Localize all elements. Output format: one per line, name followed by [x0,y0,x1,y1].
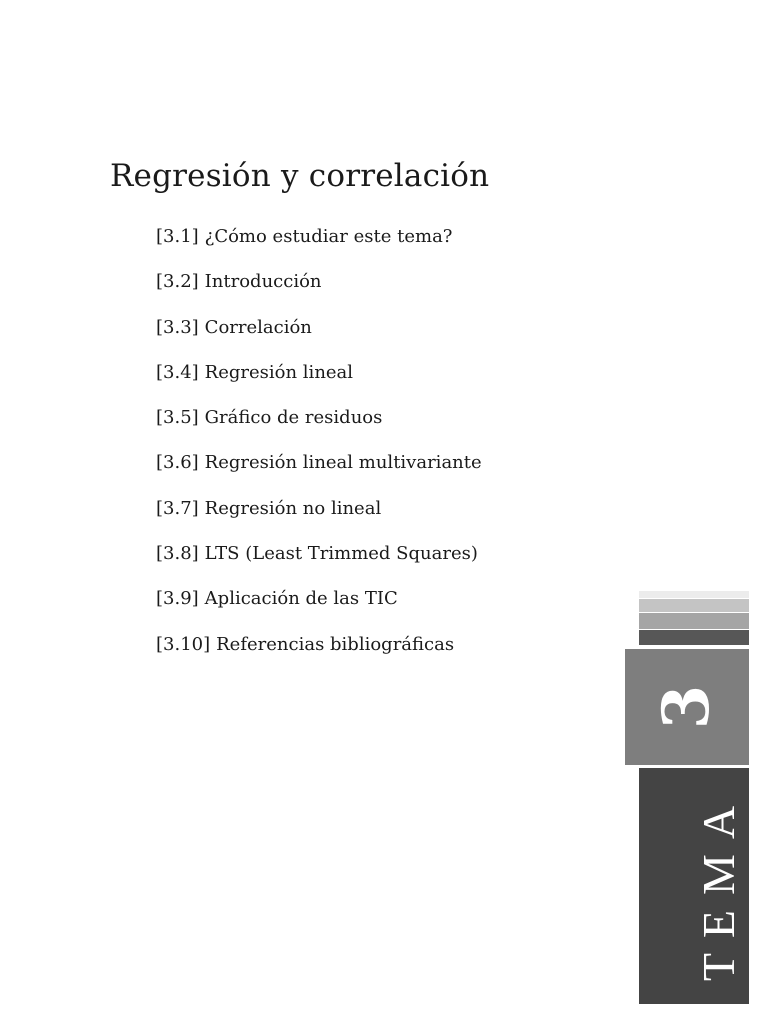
toc-item [156,585,482,630]
toc-item-number: [3.8] [156,543,199,565]
toc-item-label: LTS (Least Trimmed Squares) [204,543,478,565]
toc-item-number: [3.7] [156,497,199,519]
toc-item-label: Regresión lineal [204,361,354,383]
toc-item [156,449,482,494]
toc-item-number: [3.3] [156,316,199,338]
toc-item-label: Referencias bibliográficas [216,633,455,655]
table-of-contents [156,223,482,676]
toc-item [156,495,482,540]
toc-item [156,631,482,676]
toc-item-label: Introducción [204,271,322,293]
toc-item-label: ¿Cómo estudiar este tema? [204,226,453,247]
toc-item-label: Regresión no lineal [204,497,382,519]
chapter-number: 3 [649,684,724,730]
toc-item-number: [3.10] [156,633,211,655]
chapter-number-box [625,649,749,765]
toc-item [156,404,482,449]
toc-item-number: [3.2] [156,271,199,293]
toc-item-label: Gráfico de residuos [204,407,383,429]
decorative-stripe [639,599,749,612]
toc-item-number: [3.9] [156,588,199,610]
toc-item [156,540,482,585]
toc-item-label: Aplicación de las TIC [204,588,398,610]
decorative-stripe [639,613,749,629]
decorative-stripe [639,591,749,598]
toc-item [156,223,482,268]
toc-item-number: [3.4] [156,361,199,383]
toc-item [156,268,482,313]
toc-item-label: Correlación [204,316,312,338]
toc-item-label: Regresión lineal multivariante [204,452,482,474]
page-title: Regresión y correlación [110,158,490,194]
toc-item [156,359,482,404]
toc-item-number: [3.6] [156,452,199,474]
chapter-label: TEMA [693,790,744,982]
toc-item [156,314,482,359]
toc-item-number: [3.1] [156,226,199,247]
toc-item-number: [3.5] [156,407,199,429]
decorative-stripe [639,630,749,645]
chapter-label-box [639,768,749,1004]
